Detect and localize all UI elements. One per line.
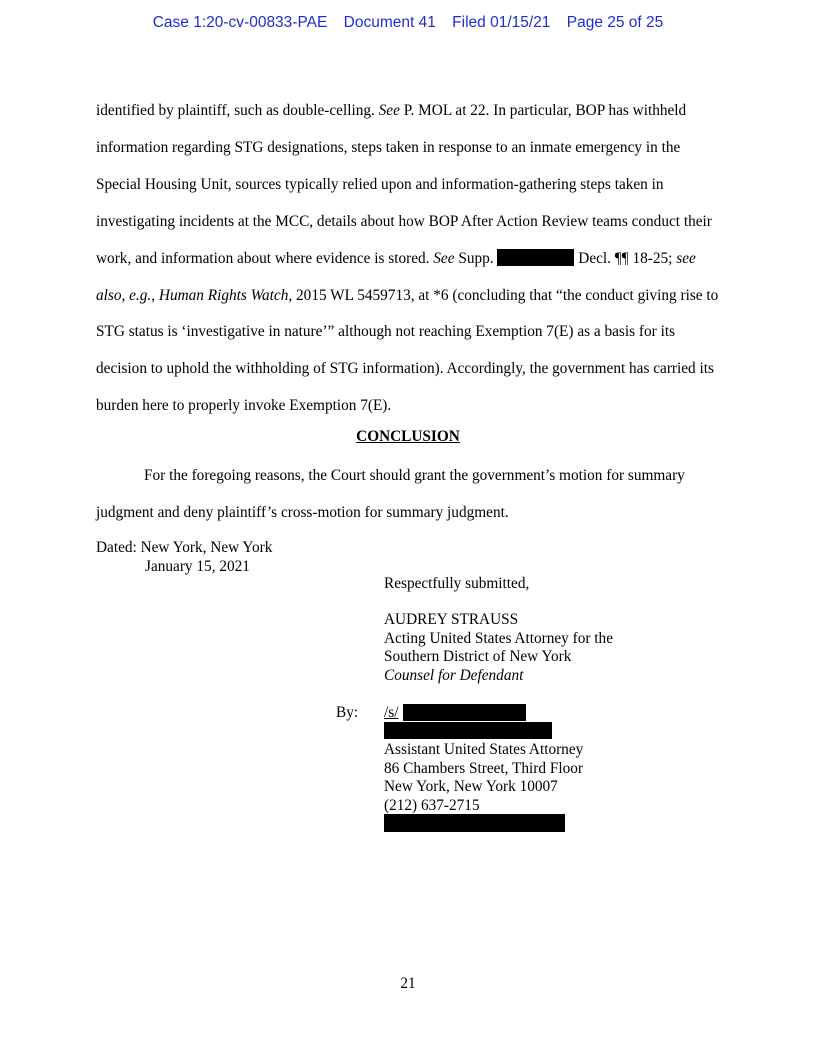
conclusion-heading: CONCLUSION	[356, 428, 460, 445]
address-line-1: 86 Chambers Street, Third Floor	[384, 759, 583, 777]
dated-block	[96, 539, 272, 576]
text-run: ,	[151, 286, 159, 304]
document-number: Document 41	[343, 14, 436, 31]
ausa-title: Assistant United States Attorney	[384, 741, 584, 758]
by-label: By:	[336, 704, 359, 721]
redaction-box	[497, 249, 574, 266]
ausa-block	[384, 741, 583, 815]
signal-see: See	[433, 249, 455, 267]
closing: Respectfully submitted,	[384, 575, 530, 592]
case-name: Human Rights Watch	[158, 286, 289, 304]
case-number: Case 1:20-cv-00833-PAE	[152, 14, 328, 31]
counsel-role: Counsel for Defendant	[384, 666, 524, 684]
page-count: Page 25 of 25	[566, 14, 664, 31]
ecf-header	[0, 14, 816, 32]
text-run: For the foregoing reasons, the Court should grant the government’s motion for summary judgment and deny plaintiff’s cross-motion for summary judgment.	[96, 467, 685, 521]
attorney-title: Acting United States Attorney for the	[384, 629, 613, 647]
redaction-box	[384, 722, 552, 739]
signature-slash-s: /s/	[384, 704, 399, 721]
signal-see-also: see also, e.g.	[96, 249, 696, 304]
phone-number: (212) 637-2715	[384, 796, 480, 814]
attorney-name: AUDREY STRAUSS	[384, 611, 519, 628]
signal-see: See	[378, 102, 400, 119]
text-run: Decl. ¶¶ 18-25;	[574, 249, 677, 267]
date-line: January 15, 2021	[145, 557, 250, 575]
filed-date: Filed 01/15/21	[452, 14, 551, 31]
page-number: 21	[400, 975, 416, 992]
text-run: identified by plaintiff, such as double-celling.	[96, 102, 379, 119]
text-run: Supp.	[454, 249, 498, 267]
text-run: , 2015 WL 5459713, at *6 (concluding that “the conduct giving rise to STG status is ‘investigative in nature’” although not reaching Exemption 7(E) as a basis for its decision to uphold the withholding of STG information). Accordingly, the government has carried its burden here to properly invoke Exemption 7(E).	[96, 286, 719, 415]
attorney-block	[384, 611, 613, 685]
redaction-box	[384, 814, 565, 832]
address-line-2: New York, New York 10007	[384, 778, 558, 795]
redaction-box	[403, 704, 526, 721]
text-run: P. MOL at 22. In particular, BOP has withheld information regarding STG designations, steps taken in response to an inmate emergency in the Special Housing Unit, sources typically relied upon and information-gathering steps taken in investigating incidents at the MCC, details about how BOP After Action Review teams conduct their work, and information about where evidence is stored.	[96, 102, 712, 267]
argument-paragraph	[96, 93, 720, 425]
dated-line: Dated: New York, New York	[96, 539, 273, 556]
conclusion-paragraph	[96, 457, 720, 531]
attorney-district: Southern District of New York	[384, 648, 572, 665]
